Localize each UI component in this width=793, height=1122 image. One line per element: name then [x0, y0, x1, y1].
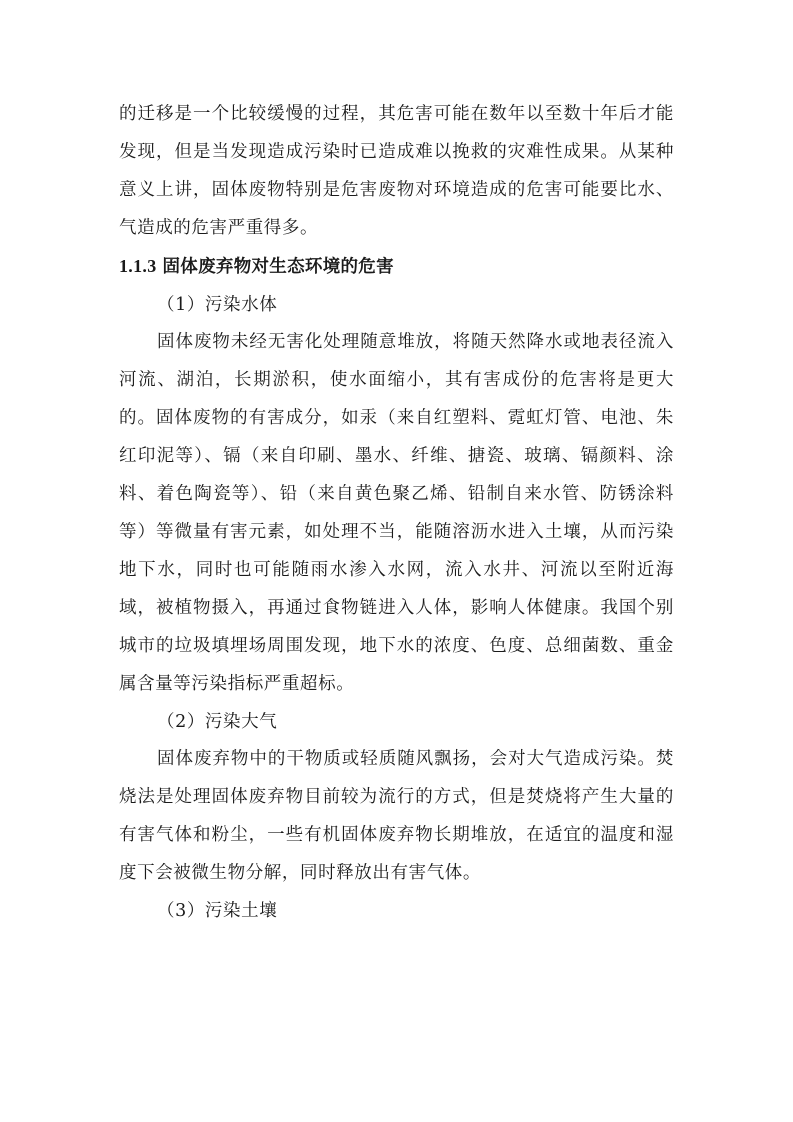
subsection-heading-soil: （3）污染土壤 [157, 901, 278, 922]
subsection-heading-air: （2）污染大气 [157, 711, 278, 732]
continued-paragraph: 的迁移是一个比较缓慢的过程，其危害可能在数年以至数十年后才能发现，但是当发现造成污染时已造成难以挽救的灾难性成果。从某种意义上讲，固体废物特别是危害废物对环境造成的危害可能要比水、气造成的危害严重得多。 [119, 104, 674, 238]
section-heading [119, 248, 674, 287]
section-title: 固体废弃物对生态环境的危害 [162, 256, 394, 277]
paragraph-water-pollution: 固体废物未经无害化处理随意堆放，将随天然降水或地表径流入河流、湖泊，长期淤积，使水面缩小，其有害成份的危害将是更大的。固体废物的有害成分，如汞（来自红塑料、霓虹灯管、电池、朱红印泥等）、镉（来自印刷、墨水、纤维、搪瓷、玻璃、镉颜料、涂料、着色陶瓷等）、铅（来自黄色聚乙烯、铅制自来水管、防锈涂料等）等微量有害元素，如处理不当，能随溶沥水进入土壤，从而污染地下水，同时也可能随雨水渗入水网，流入水井、河流以至附近海域，被植物摄入，再通过食物链进入人体，影响人体健康。我国个别城市的垃圾填埋场周围发现，地下水的浓度、色度、总细菌数、重金属含量等污染指标严重超标。 [119, 332, 674, 694]
subsection-heading-water: （1）污染水体 [157, 294, 278, 315]
section-number: 1.1.3 [119, 255, 157, 276]
document-page [119, 96, 674, 931]
paragraph-air-pollution: 固体废弃物中的干物质或轻质随风飘扬，会对大气造成污染。焚烧法是处理固体废弃物目前较为流行的方式，但是焚烧将产生大量的有害气体和粉尘，一些有机固体废弃物长期堆放，在适宜的温度和湿度下会被微生物分解，同时释放出有害气体。 [119, 749, 674, 884]
